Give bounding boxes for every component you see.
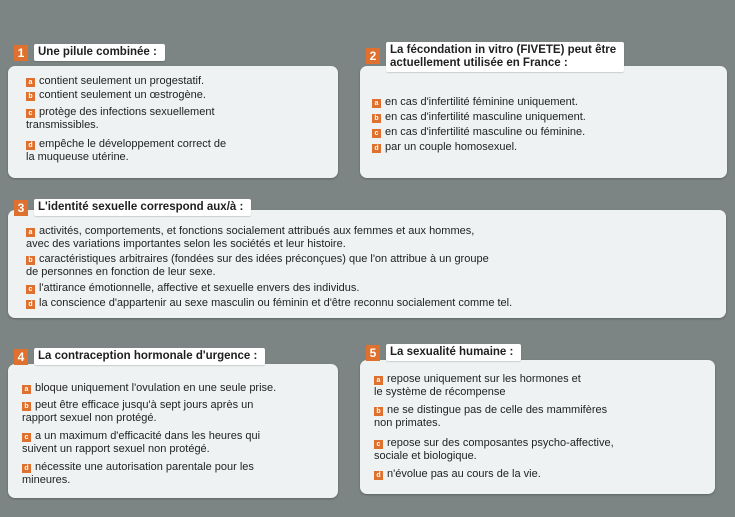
question-1-option-c[interactable]: c protège des infections sexuellement transmissibles. — [26, 106, 215, 131]
question-4-option-b[interactable]: b peut être efficace jusqu'à sept jours après un rapport sexuel non protégé. — [22, 399, 254, 424]
question-1-header — [14, 44, 165, 61]
question-5-option-c[interactable]: c repose sur des composantes psycho-affective, sociale et biologique. — [374, 437, 614, 462]
option-letter: a — [374, 376, 383, 385]
question-2-option-d[interactable]: d par un couple homosexuel. — [372, 141, 517, 154]
question-1-option-a[interactable]: a contient seulement un progestatif. — [26, 75, 204, 88]
question-4-header — [14, 348, 265, 365]
question-3-option-c[interactable]: c l'attirance émotionnelle, affective et sexuelle envers des individus. — [26, 282, 359, 295]
option-letter: d — [22, 464, 31, 473]
question-3-title: L'identité sexuelle correspond aux/à : — [34, 199, 251, 216]
question-5-option-a[interactable]: a repose uniquement sur les hormones et le système de récompense — [374, 373, 581, 398]
question-3-option-a[interactable]: a activités, comportements, et fonctions socialement attribués aux femmes et aux hommes, avec des variations importantes selon les sociétés et leur histoire. — [26, 225, 475, 250]
question-4-number: 4 — [14, 349, 28, 365]
question-4-option-c[interactable]: c a un maximum d'efficacité dans les heures qui suivent un rapport sexuel non protégé. — [22, 430, 261, 455]
question-2-option-b[interactable]: b en cas d'infertilité masculine uniquement. — [372, 111, 586, 124]
option-letter: d — [26, 300, 35, 309]
option-letter: d — [372, 144, 381, 153]
question-3-number: 3 — [14, 200, 28, 216]
option-letter: c — [374, 440, 383, 449]
question-1-option-b[interactable]: b contient seulement un œstrogène. — [26, 89, 206, 102]
question-1-number: 1 — [14, 45, 28, 61]
option-letter: a — [372, 99, 381, 108]
option-letter: d — [374, 471, 383, 480]
question-4-option-a[interactable]: a bloque uniquement l'ovulation en une seule prise. — [22, 382, 276, 395]
option-letter: c — [26, 285, 35, 294]
question-2-option-c[interactable]: c en cas d'infertilité masculine ou féminine. — [372, 126, 585, 139]
question-4-title: La contraception hormonale d'urgence : — [34, 348, 265, 365]
question-5-number: 5 — [366, 345, 380, 361]
question-1-option-d[interactable]: d empêche le développement correct de la muqueuse utérine. — [26, 138, 227, 163]
question-3-option-b[interactable]: b caractéristiques arbitraires (fondées sur des idées préconçues) que l'on attribue à un groupe de personnes en fonction de leur sexe. — [26, 253, 489, 278]
option-letter: b — [372, 114, 381, 123]
option-letter: a — [26, 228, 35, 237]
question-5-title: La sexualité humaine : — [386, 344, 521, 361]
question-5-option-b[interactable]: b ne se distingue pas de celle des mammifères non primates. — [374, 404, 608, 429]
question-2-option-a[interactable]: a en cas d'infertilité féminine uniquement. — [372, 96, 578, 109]
option-letter: b — [26, 92, 35, 101]
option-letter: b — [26, 256, 35, 265]
question-2-title: La fécondation in vitro (FIVETE) peut être actuellement utilisée en France : — [386, 42, 624, 72]
option-letter: c — [26, 109, 35, 118]
option-letter: d — [26, 141, 35, 150]
option-letter: b — [374, 407, 383, 416]
option-letter: a — [26, 78, 35, 87]
question-4-option-d[interactable]: d nécessite une autorisation parentale pour les mineures. — [22, 461, 254, 486]
question-2-number: 2 — [366, 48, 380, 64]
question-3-header — [14, 199, 251, 216]
option-letter: b — [22, 402, 31, 411]
question-5-option-d[interactable]: d n'évolue pas au cours de la vie. — [374, 468, 541, 481]
question-5-header — [366, 344, 521, 361]
question-3-option-d[interactable]: d la conscience d'appartenir au sexe masculin ou féminin et d'être reconnu socialement comme tel. — [26, 297, 512, 310]
option-letter: c — [22, 433, 31, 442]
option-letter: a — [22, 385, 31, 394]
option-letter: c — [372, 129, 381, 138]
question-1-title: Une pilule combinée : — [34, 44, 165, 61]
question-2-header — [366, 42, 624, 72]
